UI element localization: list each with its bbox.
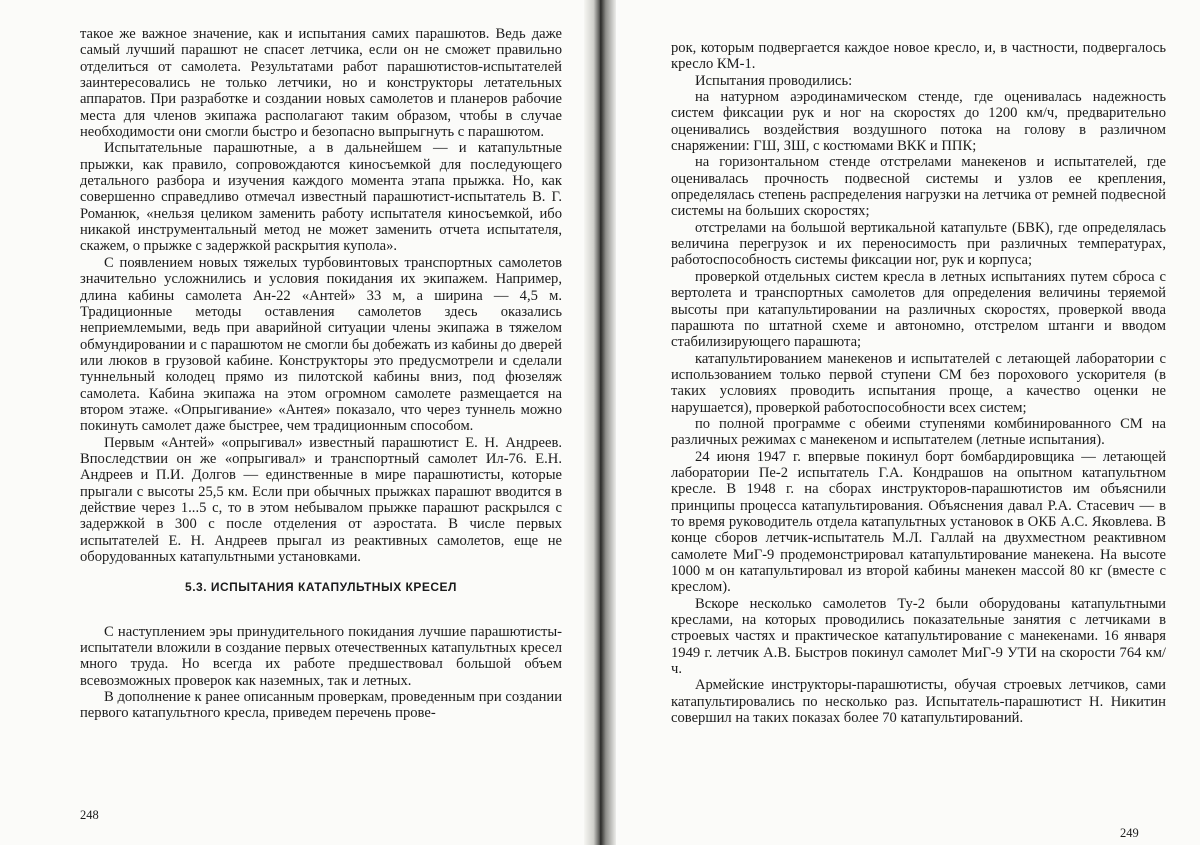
paragraph: Испытательные парашютные, а в дальнейшем — и катапультные прыжки, как правило, сопровождаются киносъемкой для последующего детального разбора и изучения каждого момента этапа прыжка. Но, как совершенно справедливо отмечал известный парашютист-испытатель В. Г. Романюк, «нельзя целиком заменить работу испытателя киносъемкой, ибо никакой инструментальный метод не может заменить отчета испытателя, скажем, о прыжке с задержкой раскрытия купола».	[80, 140, 562, 255]
list-item: на горизонтальном стенде отстрелами манекенов и испытателей, где оценивалась прочность подвесной системы и узлов ее крепления, определялась степень распределения нагрузки на летчика от ремней подвесной системы на больших скоростях;	[671, 154, 1166, 220]
paragraph: С наступлением эры принудительного покидания лучшие парашютисты-испытатели вложили в создание первых отечественных катапультных кресел много труда. Но всегда их работе предшествовал большой объем всевозможных проверок как наземных, так и летных.	[80, 623, 562, 689]
list-item: по полной программе с обеими ступенями комбинированного СМ на различных режимах с манекеном и испытателем (летные испытания).	[671, 415, 1166, 449]
paragraph: 24 июня 1947 г. впервые покинул борт бомбардировщика — летающей лаборатории Пе-2 испытатель Г.А. Кондрашов на опытном катапультном кресле. В 1948 г. на сборах инструкторов-парашютистов им объяснили принципы процесса катапультирования. Объяснения давал Р.А. Стасевич — в то время руководитель отдела катапультных установок в ОКБ А.С. Яковлева. В конце сборов летчик-испытатель М.Л. Галлай на двухместном реактивном самолете МиГ-9 продемонстрировал катапультирование манекена. На высоте 1000 м он катапультировал из второй кабины манекен массой 80 кг (вместе с креслом).	[671, 448, 1166, 596]
list-item: отстрелами на большой вертикальной катапульте (БВК), где определялась величина перегрузок и их переносимость при различных температурах, работоспособность системы фиксации ног, рук и корпуса;	[671, 219, 1166, 269]
section-heading: 5.3. ИСПЫТАНИЯ КАТАПУЛЬТНЫХ КРЕСЕЛ	[185, 580, 457, 595]
list-item: катапультированием манекенов и испытателей с летающей лаборатории с использованием только первой ступени СМ без порохового ускорителя (в таких условиях проводить испытания проще, а качество оценки не нарушается), проверкой работоспособности всех систем;	[671, 350, 1166, 416]
list-item: проверкой отдельных систем кресла в летных испытаниях путем сброса с вертолета и транспортных самолетов для определения величины теряемой высоты при катапультировании на различных скоростях, проверкой ввода парашюта по штатной схеме и автономно, отстрелом штанги и вводом стабилизирующего парашюта;	[671, 268, 1166, 351]
paragraph: Армейские инструкторы-парашютисты, обучая строевых летчиков, сами катапультировались по несколько раз. Испытатель-парашютист Н. Никитин совершил на таких показах более 70 катапультирований.	[671, 677, 1166, 727]
paragraph: Вскоре несколько самолетов Ту-2 были оборудованы катапультными креслами, на которых проводились показательные занятия с летчиками в строевых частях и практическое катапультирование с манекенами. 16 января 1949 г. летчик А.В. Быстров покинул самолет МиГ-9 УТИ на скорости 764 км/ч.	[671, 595, 1166, 678]
right-page-body	[671, 40, 1166, 726]
book-gutter	[584, 0, 616, 845]
paragraph: В дополнение к ранее описанным проверкам, проведенным при создании первого катапультного кресла, приведем перечень прове-	[80, 689, 562, 722]
paragraph: Первым «Антей» «опрыгивал» известный парашютист Е. Н. Андреев. Впоследствии он же «опрыгивал» и транспортный самолет Ил-76. Е.Н. Андреев и П.И. Долгов — единственные в мире парашютисты, которые прыгали с высоты 25,5 км. Если при обычных прыжках парашют вводится в действие через 1...5 с, то в этом небывалом прыжке парашют раскрылся с задержкой в 300 с после отделения от аэростата. В числе первых испытателей Е. Н. Андреев прыгал из реактивных самолетов, еще не оборудованных катапультными установками.	[80, 434, 562, 565]
list-item: на натурном аэродинамическом стенде, где оценивалась надежность систем фиксации рук и ног на скоростях до 1200 км/ч, предварительно оценивались воздействия воздушного потока на голову в различном снаряжении: ГШ, ЗШ, с костюмами ВКК и ППК;	[671, 89, 1166, 155]
right-page	[616, 0, 1200, 726]
page-number-right: 249	[1120, 826, 1139, 840]
paragraph: рок, которым подвергается каждое новое кресло, и, в частности, подвергалось кресло КМ-1.	[671, 40, 1166, 73]
page-number-left: 248	[80, 808, 99, 822]
paragraph: такое же важное значение, как и испытания самих парашютов. Ведь даже самый лучший парашют не спасет летчика, если он не сможет правильно отделиться от самолета. Результатами работ парашютистов-испытателей заинтересовались не только летчики, но и конструкторы летательных аппаратов. При разработке и создании новых самолетов и планеров рабочие места для членов экипажа располагают таким образом, чтобы в случае необходимости они смогли быстро и безопасно выпрыгнуть с парашютом.	[80, 26, 562, 141]
left-page-body	[80, 26, 562, 722]
paragraph: С появлением новых тяжелых турбовинтовых транспортных самолетов значительно усложнились и условия покидания их экипажем. Например, длина кабины самолета Ан-22 «Антей» 33 м, а ширина — 4,5 м. Традиционные методы оставления самолетов здесь оказались неприемлемыми, ведь при аварийной ситуации члены экипажа в тяжелом обмундировании и с парашютом не смогли бы добежать из кабины до дверей или люков в грузовой кабине. Конструкторы это предусмотрели и сделали туннельный колодец прямо из пилотской кабины вниз, под фюзеляж самолета. Кабина экипажа на этом огромном самолете размещается на втором этаже. «Опрыгивание» «Антея» показало, что через туннель можно покинуть самолет даже быстрее, чем традиционным способом.	[80, 254, 562, 435]
paragraph: Испытания проводились:	[695, 72, 853, 89]
left-page	[0, 0, 584, 722]
